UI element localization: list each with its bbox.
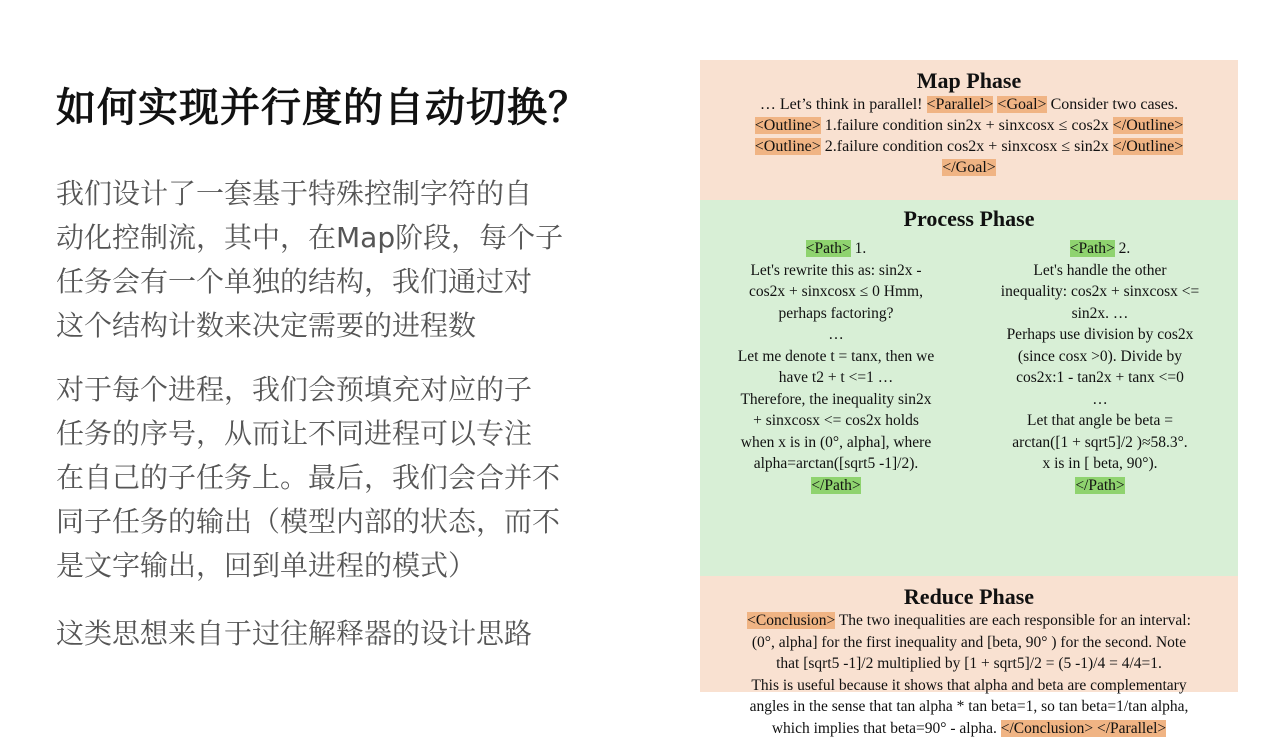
paragraph-3: 这类思想来自于过往解释器的设计思路 <box>56 612 616 656</box>
slide-title: 如何实现并行度的自动切换？ <box>56 76 589 133</box>
path-2-line: inequality: cos2x + sinxcosx <= <box>980 281 1220 303</box>
conclusion-open-tag: <Conclusion> <box>747 612 835 629</box>
map-line-2-text: 1.failure condition sin2x + sinxcosx ≤ cos2x <box>821 117 1113 134</box>
map-phase-section <box>700 60 1238 200</box>
path-1-footer <box>716 475 956 497</box>
path-2-line: … <box>980 389 1220 411</box>
paragraph-line: 是文字输出，回到单进程的模式） <box>56 544 616 588</box>
outline-open-tag: <Outline> <box>755 138 821 155</box>
path-2-line: Let's handle the other <box>980 260 1220 282</box>
path-1-line: perhaps factoring? <box>716 303 956 325</box>
goal-tag: <Goal> <box>997 96 1046 113</box>
phase-figure <box>700 60 1238 692</box>
paragraph-line: 任务的序号，从而让不同进程可以专注 <box>56 412 616 456</box>
reduce-line: (0°, alpha] for the first inequality and [beta, 90° ) for the second. Note <box>700 632 1238 654</box>
path-1-line: Therefore, the inequality sin2x <box>716 389 956 411</box>
path-2-line: arctan([1 + sqrt5]/2 )≈58.3°. <box>980 432 1220 454</box>
path-open-tag: <Path> <box>1070 240 1115 257</box>
paragraph-line: 在自己的子任务上。最后，我们会合并不 <box>56 456 616 500</box>
path-2-column <box>980 238 1220 496</box>
paragraph-1 <box>56 172 616 348</box>
map-line-1-pre: … Let’s think in parallel! <box>760 96 927 113</box>
reduce-phase-text <box>700 610 1238 739</box>
path-2-line: Perhaps use division by cos2x <box>980 324 1220 346</box>
path-1-line: Let's rewrite this as: sin2x - <box>716 260 956 282</box>
path-2-line: (since cosx >0). Divide by <box>980 346 1220 368</box>
goal-close-tag: </Goal> <box>942 159 996 176</box>
reduce-line: that [sqrt5 -1]/2 multiplied by [1 + sqrt5]/2 = (5 -1)/4 = 4/4=1. <box>700 653 1238 675</box>
outline-close-tag: </Outline> <box>1113 138 1183 155</box>
reduce-phase-title: Reduce Phase <box>700 584 1238 610</box>
path-1-line: when x is in (0°, alpha], where <box>716 432 956 454</box>
path-1-line: have t2 + t <=1 … <box>716 367 956 389</box>
path-1-header <box>716 238 956 260</box>
paragraph-line: 同子任务的输出（模型内部的状态，而不 <box>56 500 616 544</box>
parallel-tag: <Parallel> <box>927 96 994 113</box>
outline-open-tag: <Outline> <box>755 117 821 134</box>
path-2-header <box>980 238 1220 260</box>
paragraph-line: 我们设计了一套基于特殊控制字符的自 <box>56 172 616 216</box>
path-2-number: 2. <box>1115 240 1131 257</box>
path-2-line: sin2x. … <box>980 303 1220 325</box>
process-phase-section <box>700 200 1238 576</box>
path-1-number: 1. <box>851 240 867 257</box>
path-2-line: cos2x:1 - tan2x + tanx <=0 <box>980 367 1220 389</box>
reduce-line-1-text: The two inequalities are each responsible for an interval: <box>835 612 1191 629</box>
map-line-4 <box>700 157 1238 178</box>
reduce-line <box>700 610 1238 632</box>
reduce-line <box>700 718 1238 739</box>
map-line-1-post: Consider two cases. <box>1047 96 1179 113</box>
map-line-2 <box>700 115 1238 136</box>
path-open-tag: <Path> <box>806 240 851 257</box>
reduce-phase-section <box>700 576 1238 692</box>
paragraph-line: 对于每个进程，我们会预填充对应的子 <box>56 368 616 412</box>
paragraph-2 <box>56 368 616 588</box>
path-1-line: + sinxcosx <= cos2x holds <box>716 410 956 432</box>
path-1-line: Let me denote t = tanx, then we <box>716 346 956 368</box>
path-2-line: Let that angle be beta = <box>980 410 1220 432</box>
conclusion-close-tag: </Conclusion> </Parallel> <box>1001 720 1166 737</box>
map-phase-title: Map Phase <box>700 68 1238 94</box>
path-1-line: cos2x + sinxcosx ≤ 0 Hmm, <box>716 281 956 303</box>
outline-close-tag: </Outline> <box>1113 117 1183 134</box>
reduce-line: angles in the sense that tan alpha * tan beta=1, so tan beta=1/tan alpha, <box>700 696 1238 718</box>
reduce-last-text: which implies that beta=90° - alpha. <box>772 720 1001 737</box>
map-line-3-text: 2.failure condition cos2x + sinxcosx ≤ sin2x <box>821 138 1113 155</box>
reduce-line: This is useful because it shows that alpha and beta are complementary <box>700 675 1238 697</box>
path-close-tag: </Path> <box>811 477 860 494</box>
map-line-1 <box>700 94 1238 115</box>
path-1-column <box>716 238 956 496</box>
path-2-footer <box>980 475 1220 497</box>
map-line-3 <box>700 136 1238 157</box>
path-1-line: … <box>716 324 956 346</box>
path-2-line: x is in [ beta, 90°). <box>980 453 1220 475</box>
process-phase-title: Process Phase <box>700 206 1238 232</box>
paragraph-line: 任务会有一个单独的结构，我们通过对 <box>56 260 616 304</box>
map-phase-text <box>700 94 1238 178</box>
paragraph-line: 动化控制流，其中，在Map阶段，每个子 <box>56 216 616 260</box>
path-close-tag: </Path> <box>1075 477 1124 494</box>
paragraph-line: 这个结构计数来决定需要的进程数 <box>56 304 616 348</box>
path-1-line: alpha=arctan([sqrt5 -1]/2). <box>716 453 956 475</box>
